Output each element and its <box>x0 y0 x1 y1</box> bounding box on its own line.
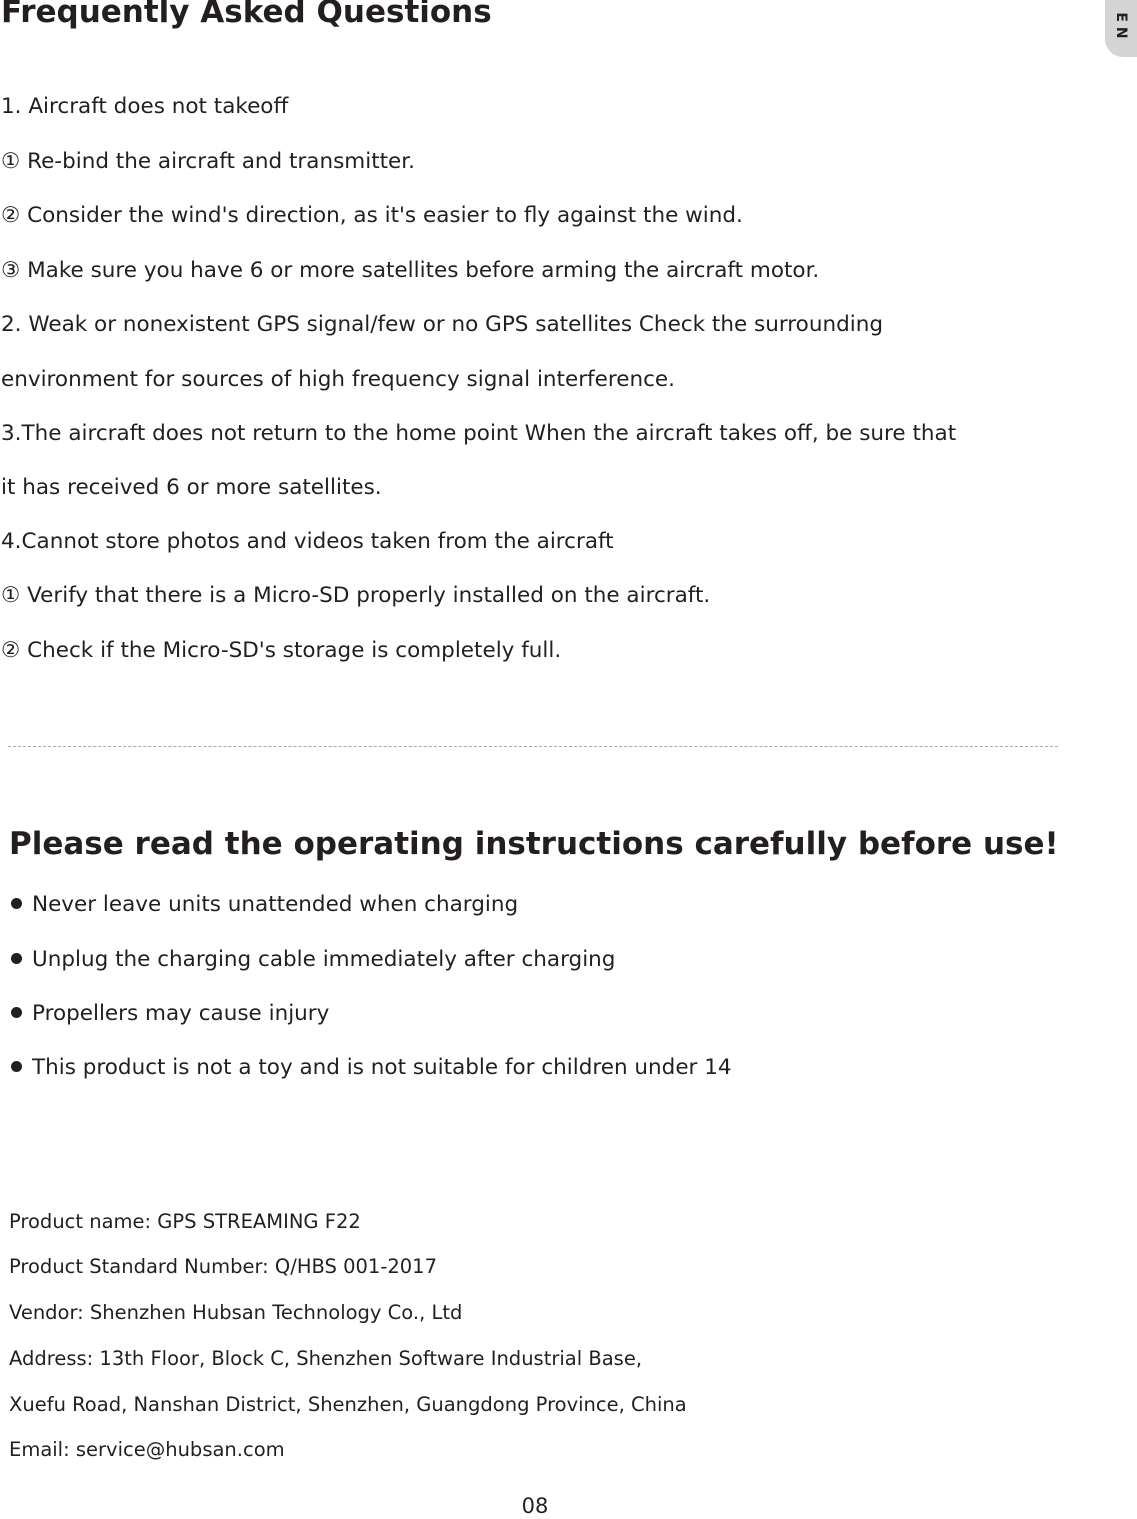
bullet-icon <box>11 898 22 909</box>
language-tab-label: EN <box>1113 12 1129 44</box>
warning-item <box>11 1000 329 1028</box>
warning-item <box>11 946 615 974</box>
faq-answer-1-1: ① Re-bind the aircraft and transmitter. <box>1 149 415 174</box>
warning-text: This product is not a toy and is not suitable for children under 14 <box>32 1055 732 1080</box>
faq-answer-4-2: ② Check if the Micro-SD's storage is completely full. <box>1 638 562 663</box>
address-line-2: Xuefu Road, Nanshan District, Shenzhen, Guangdong Province, China <box>9 1393 687 1416</box>
warning-text: Never leave units unattended when charging <box>32 892 519 917</box>
bullet-icon <box>11 1061 22 1072</box>
faq-question-1: 1. Aircraft does not takeoff <box>1 94 289 119</box>
product-name: Product name: GPS STREAMING F22 <box>9 1210 361 1233</box>
faq-question-3-cont: it has received 6 or more satellites. <box>1 475 382 500</box>
page-title: Frequently Asked Questions <box>1 0 492 30</box>
faq-question-2: 2. Weak or nonexistent GPS signal/few or no GPS satellites Check the surrounding <box>1 312 883 337</box>
dashed-divider <box>8 746 1058 747</box>
bullet-icon <box>11 1007 22 1018</box>
address-line-1: Address: 13th Floor, Block C, Shenzhen Software Industrial Base, <box>9 1347 643 1370</box>
email: Email: service@hubsan.com <box>9 1438 285 1461</box>
faq-answer-4-1: ① Verify that there is a Micro-SD properly installed on the aircraft. <box>1 583 711 608</box>
warning-item <box>11 1054 732 1082</box>
faq-question-2-cont: environment for sources of high frequency signal interference. <box>1 367 675 392</box>
faq-answer-1-2: ② Consider the wind's direction, as it's easier to fly against the wind. <box>1 203 743 228</box>
page-number: 08 <box>521 1494 549 1518</box>
warning-text: Propellers may cause injury <box>32 1001 330 1026</box>
faq-answer-1-3: ③ Make sure you have 6 or more satellites before arming the aircraft motor. <box>1 258 820 283</box>
faq-question-4: 4.Cannot store photos and videos taken from the aircraft <box>1 529 614 554</box>
bullet-icon <box>11 953 22 964</box>
warnings-title: Please read the operating instructions carefully before use! <box>9 826 1059 862</box>
faq-question-3: 3.The aircraft does not return to the home point When the aircraft takes off, be sure that <box>1 421 957 446</box>
language-tab <box>1105 0 1137 57</box>
product-standard-number: Product Standard Number: Q/HBS 001-2017 <box>9 1255 437 1278</box>
warning-text: Unplug the charging cable immediately after charging <box>32 947 616 972</box>
warning-item <box>11 891 518 919</box>
vendor: Vendor: Shenzhen Hubsan Technology Co., Ltd <box>9 1301 463 1324</box>
